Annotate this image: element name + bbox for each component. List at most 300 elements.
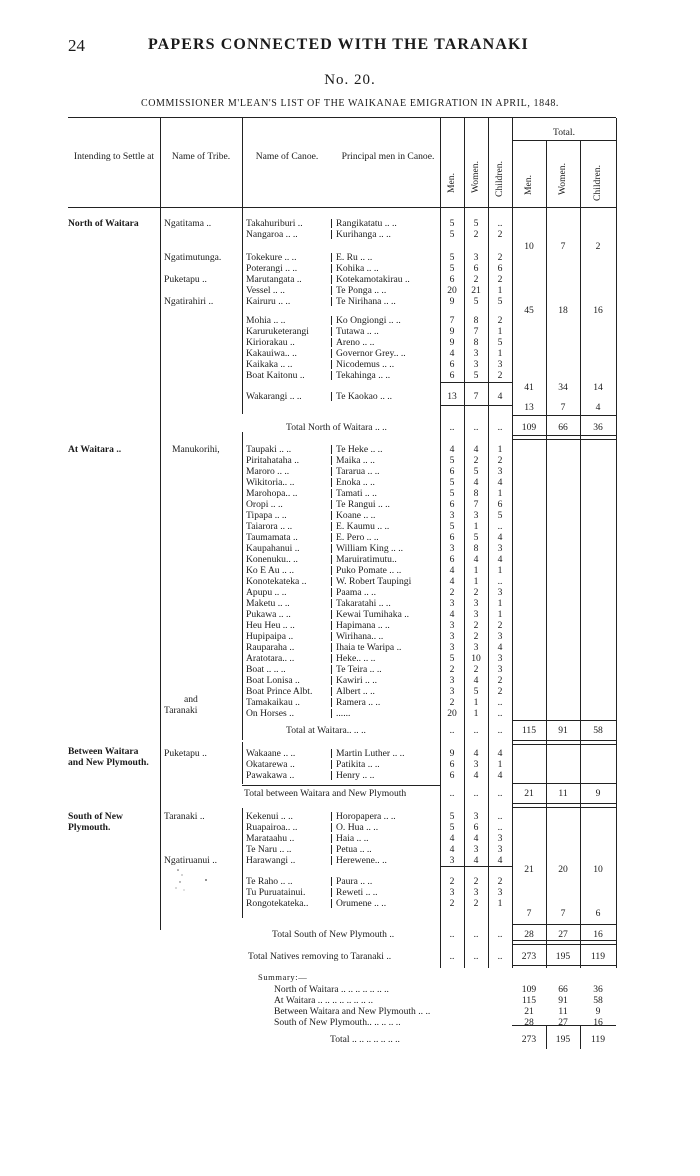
group-total-women: 7 <box>560 402 566 413</box>
cell-divider <box>331 230 332 239</box>
summary-total-men: 273 <box>521 1034 537 1045</box>
principal-man: William King .. .. <box>336 543 404 554</box>
row-rule <box>512 944 616 945</box>
canoe-name: Kiriorakau .. <box>246 337 295 348</box>
men-count: 6 <box>449 370 455 381</box>
women-count: 4 <box>473 554 479 565</box>
section-total-men: 28 <box>524 929 534 940</box>
summary-item-men: 28 <box>524 1017 534 1028</box>
children-count: 3 <box>497 833 503 844</box>
header-bottom-rule <box>68 207 616 208</box>
children-count: 4 <box>497 855 503 866</box>
section-total-children: 36 <box>593 422 603 433</box>
principal-man: Te Nirihana .. .. <box>336 296 396 307</box>
canoe-name: Tokekure .. .. <box>246 252 297 263</box>
running-title: PAPERS CONNECTED WITH THE TARANAKI <box>148 36 529 53</box>
row-rule <box>512 965 616 966</box>
summary-item-women: 66 <box>558 984 568 995</box>
summary-item-women: 91 <box>558 995 568 1006</box>
principal-man: Ramera .. .. <box>336 697 381 708</box>
group-total-women: 20 <box>558 864 568 875</box>
principal-man: Martin Luther .. .. <box>336 748 405 759</box>
women-count: 5 <box>473 686 479 697</box>
principal-man: Patikita .. .. <box>336 759 380 770</box>
cell-divider <box>331 371 332 380</box>
men-count: 5 <box>449 653 455 664</box>
women-count: 3 <box>473 609 479 620</box>
row-rule <box>440 866 512 867</box>
men-count: 5 <box>449 477 455 488</box>
principal-man: Areno .. .. <box>336 337 375 348</box>
cell-divider <box>331 888 332 897</box>
section-total-dots: .. <box>449 788 455 799</box>
women-count: 4 <box>473 444 479 455</box>
tribe-manukorihi: Manukorihi, <box>172 444 220 455</box>
cell-divider <box>331 360 332 369</box>
children-count: 3 <box>497 653 503 664</box>
row-rule <box>512 435 616 436</box>
men-count: 4 <box>449 609 455 620</box>
cell-divider <box>331 760 332 769</box>
women-count: 1 <box>473 521 479 532</box>
children-count: 3 <box>497 466 503 477</box>
men-count: 20 <box>447 285 457 296</box>
header-total-men: Men. <box>523 175 534 195</box>
men-count: 9 <box>449 326 455 337</box>
section-total-label: Total at Waitara.. .. .. <box>286 725 366 736</box>
column-rule <box>242 808 243 918</box>
section-total-children: 58 <box>593 725 603 736</box>
group-total-women: 7 <box>560 908 566 919</box>
men-count: 3 <box>449 675 455 686</box>
section-total-children: 9 <box>595 788 601 799</box>
principal-man: Kawiri .. .. <box>336 675 378 686</box>
cell-divider <box>331 749 332 758</box>
tribe-and: and <box>184 694 198 705</box>
section-total-dots: .. <box>473 725 479 736</box>
summary-item-label: South of New Plymouth.. .. .. .. .. <box>274 1017 401 1028</box>
women-count: 5 <box>473 532 479 543</box>
men-count: 6 <box>449 499 455 510</box>
women-count: 4 <box>473 748 479 759</box>
principal-man: Albert .. .. <box>336 686 375 697</box>
children-count: 6 <box>497 263 503 274</box>
men-count: 2 <box>449 876 455 887</box>
women-count: 8 <box>473 488 479 499</box>
women-count: 8 <box>473 543 479 554</box>
principal-man: Henry .. .. <box>336 770 375 781</box>
cell-divider <box>331 219 332 228</box>
cell-divider <box>331 500 332 509</box>
children-count: 4 <box>497 391 503 402</box>
canoe-name: Oropi .. .. <box>246 499 283 510</box>
women-count: 2 <box>473 620 479 631</box>
group-total-children: 10 <box>593 864 603 875</box>
women-count: 5 <box>473 218 479 229</box>
page-number: 24 <box>68 36 85 55</box>
principal-man: Governor Grey.. .. <box>336 348 406 359</box>
children-count: 1 <box>497 598 503 609</box>
men-count: 13 <box>447 391 457 402</box>
children-count: 3 <box>497 844 503 855</box>
cell-divider <box>331 445 332 454</box>
canoe-name: Wikitoria.. .. <box>246 477 295 488</box>
principal-man: Te Ponga .. .. <box>336 285 387 296</box>
women-count: 3 <box>473 759 479 770</box>
women-count: 1 <box>473 708 479 719</box>
men-count: 6 <box>449 554 455 565</box>
principal-man: Paura .. .. <box>336 876 373 887</box>
section-total-dots: .. <box>449 725 455 736</box>
cell-divider <box>331 610 332 619</box>
men-count: 5 <box>449 521 455 532</box>
canoe-name: Tipapa .. .. <box>246 510 287 521</box>
cell-divider <box>331 877 332 886</box>
women-count: 4 <box>473 675 479 686</box>
group-total-men: 10 <box>524 241 534 252</box>
principal-man: Orumene .. .. <box>336 898 387 909</box>
row-rule <box>512 940 616 941</box>
women-count: 2 <box>473 631 479 642</box>
section-total-men: 115 <box>521 725 537 736</box>
principal-man: Rangikatatu .. .. <box>336 218 397 229</box>
principal-man: Herewene.. .. <box>336 855 387 866</box>
canoe-name: Kakauiwa.. .. <box>246 348 297 359</box>
cell-divider <box>331 665 332 674</box>
women-count: 3 <box>473 348 479 359</box>
principal-man: Kotekamotakirau .. <box>336 274 410 285</box>
column-rule <box>580 141 581 968</box>
children-count: 2 <box>497 252 503 263</box>
men-count: 4 <box>449 348 455 359</box>
group-total-men: 45 <box>524 305 534 316</box>
canoe-name: Boat Kaitonu .. <box>246 370 305 381</box>
row-rule <box>440 382 512 383</box>
children-count: 6 <box>497 499 503 510</box>
header-total: Total. <box>553 127 575 138</box>
children-count: 2 <box>497 370 503 381</box>
group-total-children: 6 <box>595 908 601 919</box>
canoe-name: Kekenui .. .. <box>246 811 293 822</box>
children-count: 1 <box>497 488 503 499</box>
cell-divider <box>331 771 332 780</box>
men-count: 3 <box>449 510 455 521</box>
canoe-name: Kaupahanui .. <box>246 543 300 554</box>
children-count: 2 <box>497 455 503 466</box>
men-count: 7 <box>449 315 455 326</box>
men-count: 5 <box>449 811 455 822</box>
women-count: 5 <box>473 466 479 477</box>
section-total-women: 66 <box>558 422 568 433</box>
children-count: 1 <box>497 565 503 576</box>
canoe-name: Heu Heu .. .. <box>246 620 295 631</box>
men-count: 3 <box>449 855 455 866</box>
section-total-dots: .. <box>497 929 503 940</box>
men-count: 9 <box>449 337 455 348</box>
canoe-name: Tu Puruatainui. <box>246 887 306 898</box>
children-count: 4 <box>497 748 503 759</box>
cell-divider <box>331 621 332 630</box>
principal-man: Koane .. .. <box>336 510 376 521</box>
column-rule <box>160 118 161 930</box>
ink-smudge <box>172 866 210 892</box>
men-count: 4 <box>449 844 455 855</box>
summary-heading: Summary:— <box>258 972 308 982</box>
men-count: 6 <box>449 466 455 477</box>
men-count: 2 <box>449 587 455 598</box>
row-rule <box>512 744 616 745</box>
row-rule <box>512 807 616 808</box>
canoe-name: Boat .. .. .. <box>246 664 286 675</box>
cell-divider <box>331 643 332 652</box>
cell-divider <box>331 709 332 718</box>
men-count: 3 <box>449 543 455 554</box>
total-header-rule <box>512 140 616 141</box>
cell-divider <box>331 577 332 586</box>
cell-divider <box>331 467 332 476</box>
canoe-name: Marataahu .. <box>246 833 295 844</box>
canoe-name: Marohopa.. .. <box>246 488 298 499</box>
section-total-women: 27 <box>558 929 568 940</box>
children-count: 2 <box>497 675 503 686</box>
women-count: 10 <box>471 653 481 664</box>
children-count: 4 <box>497 477 503 488</box>
men-count: 3 <box>449 686 455 697</box>
men-count: 6 <box>449 274 455 285</box>
column-rule <box>616 118 617 968</box>
principal-man: Haia .. .. <box>336 833 369 844</box>
section-total-dots: .. <box>473 422 479 433</box>
summary-item-label: At Waitara .. .. .. .. .. .. .. .. <box>274 995 373 1006</box>
men-count: 5 <box>449 263 455 274</box>
summary-item-label: North of Waitara .. .. .. .. .. .. .. <box>274 984 389 995</box>
cell-divider <box>331 632 332 641</box>
canoe-name: Taiarora .. .. <box>246 521 293 532</box>
women-count: 3 <box>473 252 479 263</box>
header-children: Children. <box>494 161 505 197</box>
canoe-name: Wakaane .. .. <box>246 748 296 759</box>
section-total-dots: .. <box>449 422 455 433</box>
principal-man: Horopapera .. .. <box>336 811 396 822</box>
cell-divider <box>331 555 332 564</box>
women-count: 4 <box>473 855 479 866</box>
women-count: 2 <box>473 898 479 909</box>
principal-man: Takaratahi .. .. <box>336 598 391 609</box>
cell-divider <box>331 676 332 685</box>
principal-man: Maika .. .. <box>336 455 375 466</box>
canoe-name: Ko E Au .. .. <box>246 565 294 576</box>
women-count: 5 <box>473 296 479 307</box>
cell-divider <box>331 654 332 663</box>
canoe-name: Konenuku.. .. <box>246 554 298 565</box>
section-between-waitara-new-plymouth: Between Waitara and New Plymouth. <box>68 746 149 768</box>
cell-divider <box>331 845 332 854</box>
section-total-dots: .. <box>449 929 455 940</box>
cell-divider <box>331 544 332 553</box>
women-count: 2 <box>473 455 479 466</box>
canoe-name: Nangaroa .. .. <box>246 229 298 240</box>
canoe-name: On Horses .. <box>246 708 294 719</box>
principal-man: Te Rangui .. .. <box>336 499 390 510</box>
row-rule <box>512 415 616 416</box>
summary-item-children: 58 <box>593 995 603 1006</box>
canoe-name: Maroro .. .. <box>246 466 290 477</box>
men-count: 2 <box>449 898 455 909</box>
summary-item-children: 36 <box>593 984 603 995</box>
women-count: 3 <box>473 642 479 653</box>
cell-divider <box>331 275 332 284</box>
women-count: 3 <box>473 510 479 521</box>
section-total-label: Total Natives removing to Taranaki .. <box>248 951 392 962</box>
women-count: 7 <box>473 326 479 337</box>
children-count: .. <box>497 576 503 587</box>
row-rule <box>242 785 440 786</box>
principal-man: E. Pero .. .. <box>336 532 379 543</box>
section-total-men: 21 <box>524 788 534 799</box>
principal-man: O. Hua .. .. <box>336 822 379 833</box>
men-count: 9 <box>449 748 455 759</box>
men-count: 2 <box>449 697 455 708</box>
children-count: 2 <box>497 274 503 285</box>
principal-man: Maruiratimutu.. <box>336 554 397 565</box>
children-count: 5 <box>497 510 503 521</box>
principal-man: Tamati .. .. <box>336 488 377 499</box>
summary-item-women: 11 <box>558 1006 568 1017</box>
women-count: 4 <box>473 770 479 781</box>
men-count: 3 <box>449 631 455 642</box>
tribe-ngatimutunga: Ngatimutunga. <box>164 252 222 263</box>
men-count: 4 <box>449 833 455 844</box>
header-total-children: Children. <box>592 165 603 201</box>
children-count: 1 <box>497 348 503 359</box>
men-count: 4 <box>449 565 455 576</box>
group-total-children: 14 <box>593 382 603 393</box>
tribe-taranaki: Taranaki .. <box>164 811 205 822</box>
principal-man: Kohika .. .. <box>336 263 379 274</box>
cell-divider <box>331 338 332 347</box>
principal-man: Nicodemus .. .. <box>336 359 395 370</box>
cell-divider <box>331 599 332 608</box>
men-count: 6 <box>449 770 455 781</box>
tribe-ngatirahiri: Ngatirahiri .. <box>164 296 214 307</box>
section-total-dots: .. <box>497 788 503 799</box>
cell-divider <box>331 264 332 273</box>
men-count: 5 <box>449 229 455 240</box>
cell-divider <box>331 478 332 487</box>
women-count: 4 <box>473 477 479 488</box>
column-rule <box>242 742 243 784</box>
principal-man: Kurihanga .. .. <box>336 229 391 240</box>
children-count: 1 <box>497 759 503 770</box>
column-rule <box>546 141 547 968</box>
canoe-name: Aratotara.. .. <box>246 653 295 664</box>
group-total-children: 2 <box>595 241 601 252</box>
principal-man: Enoka .. .. <box>336 477 375 488</box>
canoe-name: Kaikaka .. .. <box>246 359 293 370</box>
principal-man: Puko Pomate .. .. <box>336 565 402 576</box>
cell-divider <box>331 522 332 531</box>
men-count: 6 <box>449 359 455 370</box>
canoe-name: Rongotekateka.. <box>246 898 309 909</box>
header-total-women: Women. <box>557 163 568 195</box>
principal-man: Petua .. .. <box>336 844 372 855</box>
children-count: 3 <box>497 887 503 898</box>
men-count: 5 <box>449 252 455 263</box>
header-tribe: Name of Tribe. <box>171 151 231 162</box>
women-count: 3 <box>473 598 479 609</box>
principal-man: Heke.. .. .. <box>336 653 376 664</box>
women-count: 3 <box>473 887 479 898</box>
header-settle-at: Intending to Settle at <box>73 151 155 162</box>
canoe-name: Harawangi .. <box>246 855 296 866</box>
children-count: 3 <box>497 631 503 642</box>
summary-total-women: 195 <box>555 1034 571 1045</box>
children-count: 5 <box>497 296 503 307</box>
row-rule <box>512 803 616 804</box>
principal-man: Hapimana .. .. <box>336 620 390 631</box>
row-rule <box>512 740 616 741</box>
men-count: 3 <box>449 620 455 631</box>
women-count: 3 <box>473 811 479 822</box>
canoe-name: Mohia .. .. <box>246 315 286 326</box>
cell-divider <box>331 533 332 542</box>
men-count: 5 <box>449 218 455 229</box>
section-total-women: 195 <box>555 951 571 962</box>
section-total-dots: .. <box>497 951 503 962</box>
children-count: 3 <box>497 543 503 554</box>
cell-divider <box>331 297 332 306</box>
principal-man: Kewai Tumihaka .. <box>336 609 410 620</box>
children-count: 4 <box>497 642 503 653</box>
canoe-name: Te Raho .. .. <box>246 876 293 887</box>
section-total-dots: .. <box>497 725 503 736</box>
men-count: 20 <box>447 708 457 719</box>
canoe-name: Boat Lonisa .. <box>246 675 300 686</box>
tribe-taranaki: Taranaki <box>164 705 198 716</box>
column-rule <box>242 432 243 740</box>
canoe-name: Taumamata .. <box>246 532 298 543</box>
section-total-children: 119 <box>590 951 606 962</box>
section-total-dots: .. <box>473 929 479 940</box>
section-total-men: 109 <box>521 422 537 433</box>
cell-divider <box>331 489 332 498</box>
principal-man: Paama .. .. <box>336 587 376 598</box>
cell-divider <box>331 834 332 843</box>
canoe-name: Piritahataha .. <box>246 455 300 466</box>
children-count: 5 <box>497 337 503 348</box>
canoe-name: Konotekateka .. <box>246 576 307 587</box>
principal-man: Reweti .. .. <box>336 887 378 898</box>
children-count: 4 <box>497 554 503 565</box>
header-men: Men. <box>446 173 457 193</box>
section-total-label: Total between Waitara and New Plymouth <box>244 788 407 799</box>
cell-divider <box>331 856 332 865</box>
men-count: 5 <box>449 455 455 466</box>
row-rule <box>512 783 616 784</box>
group-total-children: 4 <box>595 402 601 413</box>
section-south-of-new-plymouth: South of New Plymouth. <box>68 811 123 833</box>
canoe-name: Ruapairoa.. .. <box>246 822 298 833</box>
canoe-name: Okatarewa .. <box>246 759 295 770</box>
cell-divider <box>331 392 332 401</box>
header-women: Women. <box>470 161 481 193</box>
principal-man: Te Heke .. .. <box>336 444 383 455</box>
summary-item-children: 16 <box>593 1017 603 1028</box>
children-count: 1 <box>497 326 503 337</box>
row-rule <box>512 439 616 440</box>
row-rule <box>440 405 512 406</box>
section-total-dots: .. <box>473 951 479 962</box>
